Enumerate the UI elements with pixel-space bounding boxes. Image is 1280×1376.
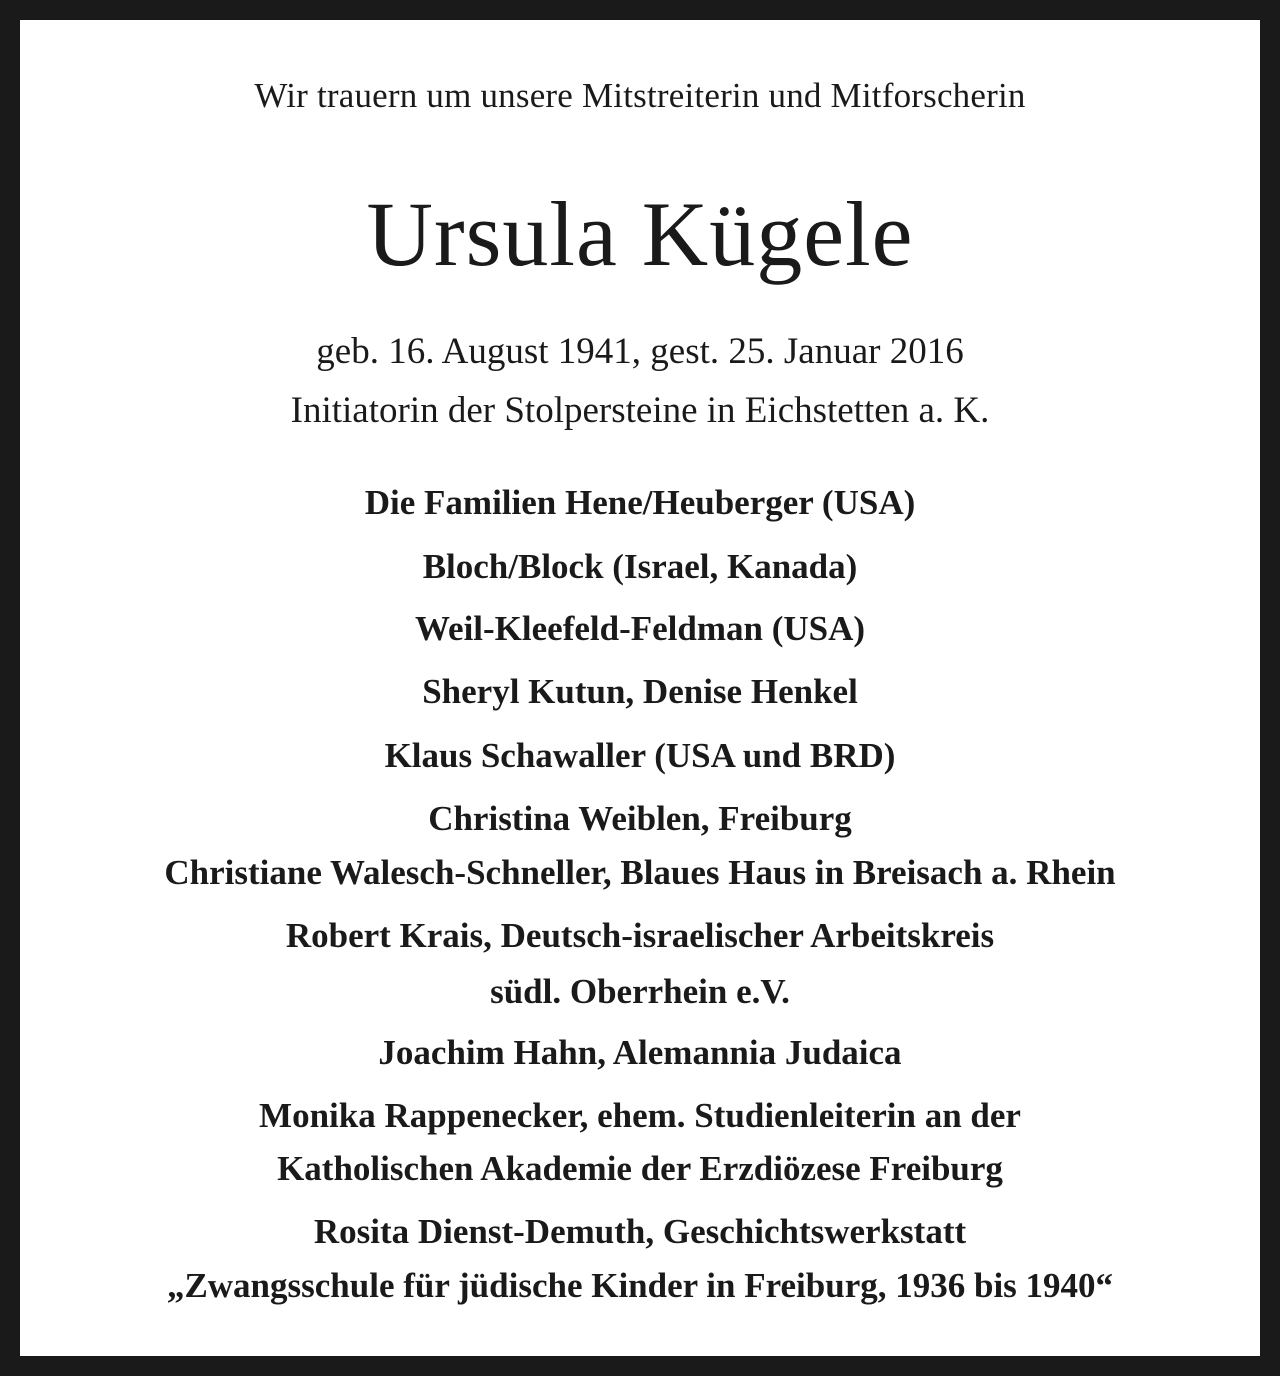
mourner-line: Rosita Dienst-Demuth, Geschichtswerkstatt	[313, 1212, 967, 1251]
mourner-line: Robert Krais, Deutsch-israelischer Arbeitskreis	[285, 916, 995, 955]
mourner-line: südl. Oberrhein e.V.	[490, 972, 790, 1011]
mourner-line: Die Familien Hene/Heuberger (USA)	[364, 483, 916, 522]
mourner-line: „Zwangsschule für jüdische Kinder in Freiburg, 1936 bis 1940“	[166, 1266, 1114, 1305]
obituary-notice	[20, 20, 1260, 1356]
mourner-line: Klaus Schawaller (USA und BRD)	[384, 736, 896, 775]
deceased-name: Ursula Kügele	[366, 183, 914, 285]
mourner-line: Christina Weiblen, Freiburg	[428, 799, 852, 838]
mourner-line: Weil-Kleefeld-Feldman (USA)	[414, 609, 866, 648]
deceased-role: Initiatorin der Stolpersteine in Eichstetten a. K.	[290, 390, 990, 431]
mourner-line: Katholischen Akademie der Erzdiözese Freiburg	[277, 1149, 1003, 1188]
mourner-line: Sheryl Kutun, Denise Henkel	[422, 672, 858, 711]
mourner-line: Monika Rappenecker, ehem. Studienleiterin an der	[259, 1096, 1021, 1135]
mourner-line: Joachim Hahn, Alemannia Judaica	[378, 1033, 902, 1072]
intro-text: Wir trauern um unsere Mitstreiterin und Mitforscherin	[254, 76, 1026, 115]
mourner-line: Christiane Walesch-Schneller, Blaues Haus in Breisach a. Rhein	[164, 853, 1116, 892]
life-dates: geb. 16. August 1941, gest. 25. Januar 2016	[316, 331, 964, 372]
mourner-line: Bloch/Block (Israel, Kanada)	[422, 547, 858, 586]
